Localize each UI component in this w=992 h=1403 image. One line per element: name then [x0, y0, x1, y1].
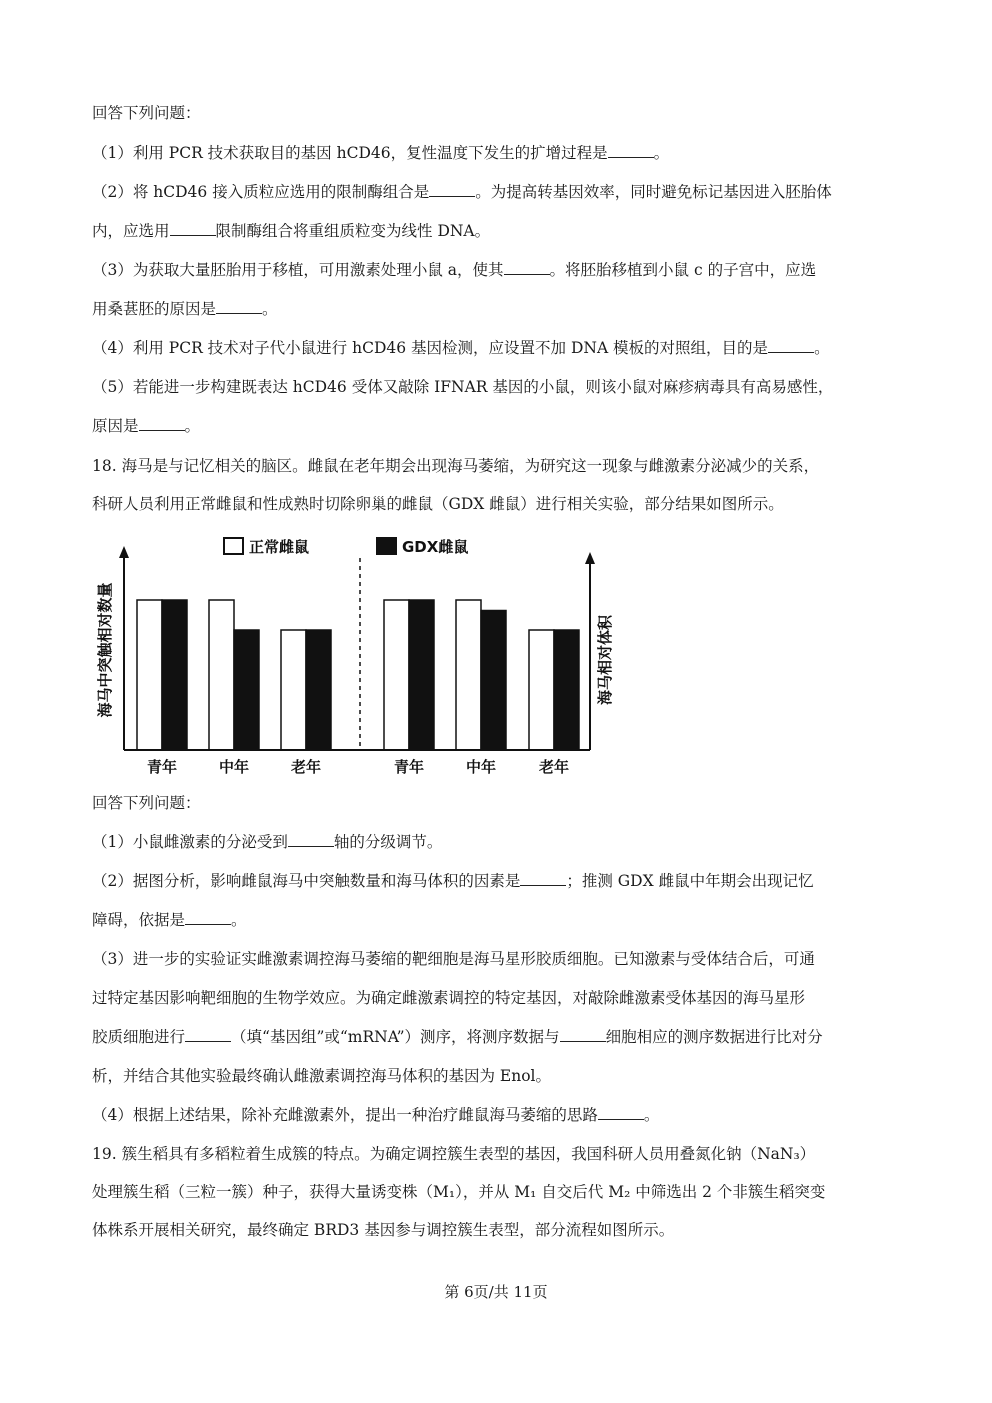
x-tick-label: 中年 — [465, 758, 497, 776]
text: 。 — [653, 144, 670, 162]
q17-1 — [92, 143, 669, 163]
q19-stem-cont: 处理簇生稻（三粒一簇）种子，获得大量诱变株（M₁），并从 M₁ 自交后代 M₂ 中筛选出 2 个非簇生稻突变 — [92, 1183, 826, 1201]
answer-blank — [768, 338, 814, 353]
answer-blank — [504, 260, 550, 275]
x-tick-label: 中年 — [218, 758, 250, 776]
text: 。 — [814, 339, 830, 357]
bar-正常雌鼠-青年 — [384, 600, 409, 750]
q18-3: （3）进一步的实验证实雌激素调控海马萎缩的靶细胞是海马星形胶质细胞。已知激素与受体结合后，可通 — [92, 950, 815, 968]
q18-3-cont: 过特定基因影响靶细胞的生物学效应。为确定雌激素调控的特定基因，对敲除雌激素受体基因的海马星形 — [92, 989, 806, 1007]
answer-blank — [185, 1027, 231, 1042]
answer-prompt: 回答下列问题： — [92, 104, 201, 122]
q17-5: （5）若能进一步构建既表达 hCD46 受体又敲除 IFNAR 基因的小鼠，则该小鼠对麻疹病毒具有高易感性， — [92, 378, 834, 396]
x-tick-label: 青年 — [393, 758, 425, 776]
text: ；推测 GDX 雌鼠中年期会出现记忆 — [566, 872, 814, 890]
text: 。将胚胎移植到小鼠 c 的子宫中，应选 — [549, 261, 817, 279]
text: （2）据图分析，影响雌鼠海马中突触数量和海马体积的因素是 — [92, 872, 521, 890]
bar-正常雌鼠-中年 — [456, 600, 481, 750]
q18-stem: 18. 海马是与记忆相关的脑区。雌鼠在老年期会出现海马萎缩，为研究这一现象与雌激素分泌减少的关系， — [92, 457, 820, 475]
y-label-right: 海马相对体积 — [596, 614, 614, 706]
q18-2-cont — [92, 910, 247, 930]
text: （2）将 hCD46 接入质粒应选用的限制酶组合是 — [92, 183, 430, 201]
q19-stem: 19. 簇生稻具有多稻粒着生成簇的特点。为确定调控簇生表型的基因，我国科研人员用叠氮化钠（NaN₃） — [92, 1145, 816, 1163]
bar-GDX雌鼠-老年 — [306, 630, 331, 750]
text: 。 — [262, 300, 278, 318]
text: 。 — [643, 1106, 660, 1124]
chart-legend — [224, 538, 468, 556]
q18-3-cont2 — [92, 1027, 823, 1047]
text: 胶质细胞进行 — [92, 1028, 186, 1046]
text: （填“基因组”或“mRNA”）测序，将测序数据与 — [231, 1028, 560, 1046]
text: 。 — [184, 417, 201, 435]
chart-bars — [137, 600, 579, 750]
answer-blank — [216, 299, 262, 314]
answer-blank — [520, 871, 566, 886]
bar-GDX雌鼠-老年 — [554, 630, 579, 750]
bar-正常雌鼠-老年 — [529, 630, 554, 750]
q18-4 — [92, 1105, 659, 1125]
bar-GDX雌鼠-青年 — [162, 600, 187, 750]
text: 内，应选用 — [92, 222, 170, 240]
legend-swatch — [377, 538, 396, 554]
bar-GDX雌鼠-中年 — [234, 630, 259, 750]
answer-blank — [288, 832, 334, 847]
y-axis-right-arrow — [585, 552, 595, 564]
q17-2 — [92, 182, 832, 202]
text: 轴的分级调节。 — [333, 833, 443, 851]
text: （4）利用 PCR 技术对子代小鼠进行 hCD46 基因检测，应设置不加 DNA 模板的对照组，目的是 — [92, 339, 769, 357]
legend-swatch — [224, 538, 243, 554]
bar-正常雌鼠-青年 — [137, 600, 162, 750]
bar-GDX雌鼠-中年 — [481, 611, 506, 751]
q17-4 — [92, 338, 830, 358]
answer-prompt-2: 回答下列问题： — [92, 794, 201, 812]
x-tick-label: 老年 — [538, 758, 570, 776]
y-label-left: 海马中突触相对数量 — [96, 582, 114, 718]
q17-3-cont — [92, 299, 278, 319]
answer-blank — [560, 1027, 606, 1042]
y-axis-left-arrow — [119, 546, 129, 558]
q17-2-cont — [92, 221, 490, 241]
bar-正常雌鼠-老年 — [281, 630, 306, 750]
text: 原因是 — [92, 417, 139, 435]
q17-5-cont — [92, 416, 200, 436]
bar-正常雌鼠-中年 — [209, 600, 234, 750]
text: 限制酶组合将重组质粒变为线性 DNA。 — [215, 222, 491, 240]
answer-blank — [170, 221, 216, 236]
q18-stem-cont: 科研人员利用正常雌鼠和性成熟时切除卵巢的雌鼠（GDX 雌鼠）进行相关实验，部分结果如图所示。 — [92, 495, 784, 513]
text: 细胞相应的测序数据进行比对分 — [605, 1028, 823, 1046]
text: （1）利用 PCR 技术获取目的基因 hCD46，复性温度下发生的扩增过程是 — [92, 144, 608, 162]
legend-label: 正常雌鼠 — [249, 538, 310, 556]
text: （4）根据上述结果，除补充雌激素外，提出一种治疗雌鼠海马萎缩的思路 — [92, 1106, 598, 1124]
answer-blank — [429, 182, 475, 197]
legend-label: GDX雌鼠 — [402, 538, 469, 556]
answer-blank — [139, 416, 185, 431]
answer-blank — [185, 910, 231, 925]
text: 。 — [231, 911, 247, 929]
text: 。为提高转基因效率，同时避免标记基因进入胚胎体 — [475, 183, 832, 201]
x-tick-label: 青年 — [146, 758, 178, 776]
q19-stem-cont2: 体株系开展相关研究，最终确定 BRD3 基因参与调控簇生表型，部分流程如图所示。 — [92, 1221, 675, 1239]
answer-blank — [598, 1105, 644, 1120]
x-tick-label: 老年 — [290, 758, 322, 776]
bar-chart — [92, 528, 612, 783]
q18-3-cont3: 析，并结合其他实验最终确认雌激素调控海马体积的基因为 Enol。 — [92, 1067, 552, 1085]
text: （1）小鼠雌激素的分泌受到 — [92, 833, 288, 851]
bar-GDX雌鼠-青年 — [409, 600, 434, 750]
text: （3）为获取大量胚胎用于移植，可用激素处理小鼠 a，使其 — [92, 261, 504, 279]
q18-1 — [92, 832, 442, 852]
text: 障碍，依据是 — [92, 911, 186, 929]
page-footer: 第 6页/共 11页 — [444, 1283, 548, 1301]
answer-blank — [608, 143, 654, 158]
q17-3 — [92, 260, 816, 280]
q18-2 — [92, 871, 814, 891]
text: 用桑葚胚的原因是 — [92, 300, 217, 318]
